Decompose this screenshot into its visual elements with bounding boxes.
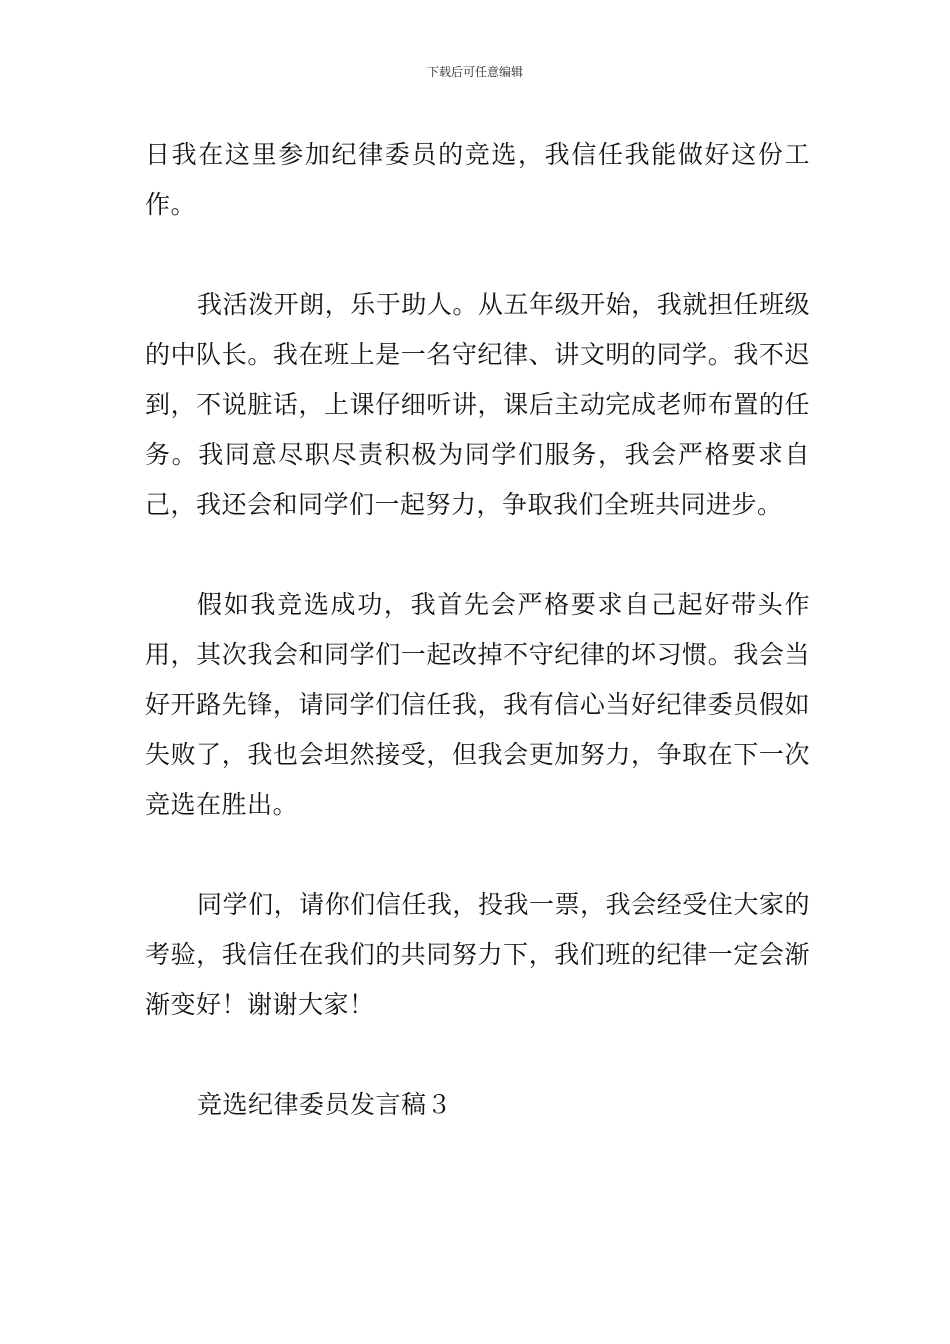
paragraph-2: 我活泼开朗，乐于助人。从五年级开始，我就担任班级的中队长。我在班上是一名守纪律、讲文明的同学。我不迟到，不说脏话，上课仔细听讲，课后主动完成老师布置的任务。我同意尽职尽责积极为同学们服务，我会严格要求自己，我还会和同学们一起努力，争取我们全班共同进步。 <box>145 290 810 519</box>
paragraph-gap <box>145 230 810 280</box>
paragraph-gap <box>145 830 810 880</box>
section-heading: 竞选纪律委员发言稿３ <box>197 1090 453 1119</box>
paragraph-1: 日我在这里参加纪律委员的竞选，我信任我能做好这份工作。 <box>145 140 810 219</box>
paragraph-gap <box>145 530 810 580</box>
paragraph-4: 同学们，请你们信任我，投我一票，我会经受住大家的考验，我信任在我们的共同努力下，我们班的纪律一定会渐渐变好！谢谢大家！ <box>145 890 810 1019</box>
document-body <box>145 130 810 1130</box>
paragraph-3: 假如我竞选成功，我首先会严格要求自己起好带头作用，其次我会和同学们一起改掉不守纪律的坏习惯。我会当好开路先锋，请同学们信任我，我有信心当好纪律委员假如失败了，我也会坦然接受，但我会更加努力，争取在下一次竞选在胜出。 <box>145 590 810 819</box>
page-header: 下载后可任意编辑 <box>426 65 523 79</box>
paragraph-gap <box>145 1030 810 1080</box>
